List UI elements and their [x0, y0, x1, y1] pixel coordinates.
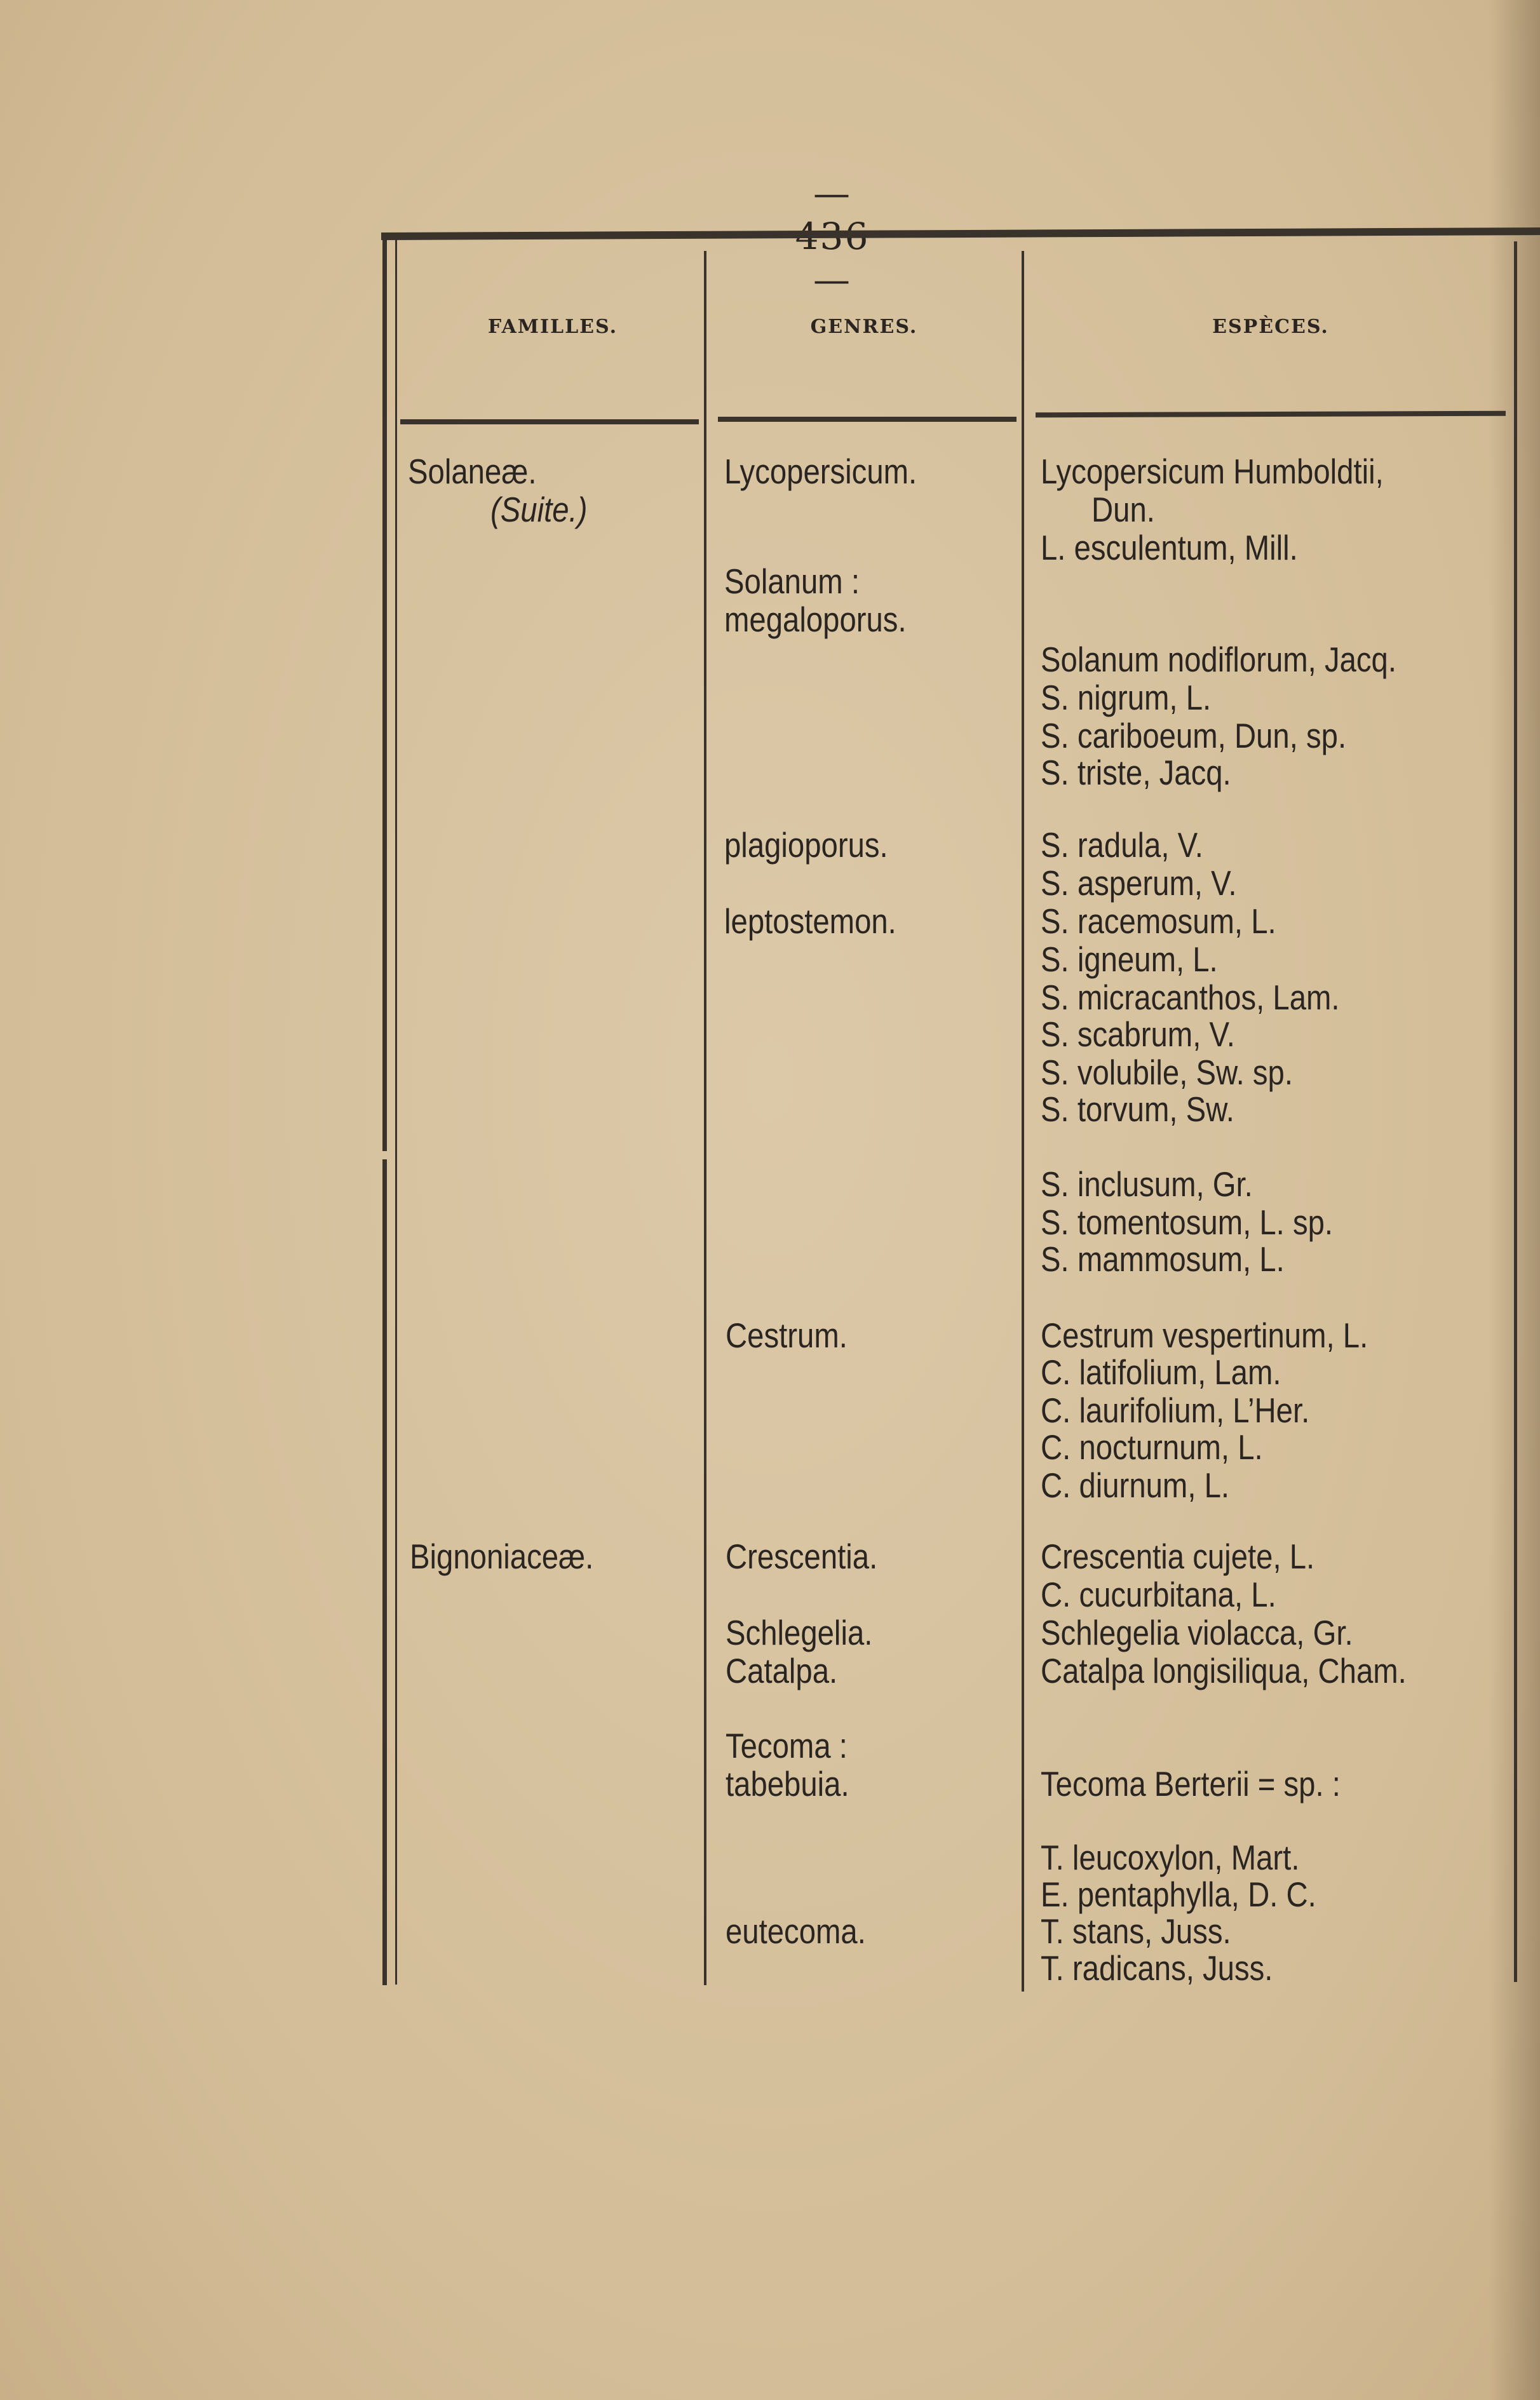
espece-item: S. micracanthos, Lam. [1041, 978, 1340, 1017]
famille-solaneae-note: (Suite.) [490, 490, 588, 529]
genre-item: Cestrum. [726, 1316, 848, 1355]
header-familles: FAMILLES. [487, 316, 618, 338]
espece-item: L. esculentum, Mill. [1041, 528, 1298, 567]
espece-item: S. igneum, L. [1041, 940, 1218, 979]
espece-item: Lycopersicum Humboldtii, [1041, 452, 1384, 491]
left-border-line-lower [382, 1159, 387, 1985]
column-divider-1 [704, 251, 706, 1985]
espece-item: Dun. [1091, 490, 1155, 529]
espece-item: S. racemosum, L. [1041, 901, 1276, 941]
genre-item: Catalpa. [726, 1651, 838, 1690]
genre-item: Crescentia. [726, 1537, 878, 1576]
genre-item: Lycopersicum. [724, 452, 917, 491]
espece-item: Crescentia cujete, L. [1041, 1537, 1315, 1576]
espece-item: T. stans, Juss. [1041, 1911, 1231, 1951]
espece-item: Schlegelia violacca, Gr. [1041, 1613, 1353, 1652]
espece-item: S. nigrum, L. [1041, 678, 1212, 717]
espece-item: Solanum nodiflorum, Jacq. [1041, 640, 1397, 679]
espece-item: S. tomentosum, L. sp. [1041, 1203, 1334, 1242]
espece-item: S. volubile, Sw. sp. [1041, 1053, 1293, 1092]
header-rule-especes [1036, 411, 1506, 418]
espece-item: E. pentaphylla, D. C. [1041, 1875, 1316, 1914]
genre-item: Tecoma : [726, 1726, 848, 1765]
espece-item: C. latifolium, Lam. [1041, 1352, 1281, 1392]
genre-item: plagioporus. [724, 825, 888, 865]
espece-item: S. torvum, Sw. [1041, 1089, 1234, 1129]
espece-item: S. mammosum, L. [1041, 1239, 1285, 1279]
column-divider-2 [1022, 251, 1024, 1992]
espece-item: S. asperum, V. [1041, 863, 1237, 903]
genre-item: leptostemon. [724, 901, 896, 941]
header-rule-genres [718, 417, 1017, 422]
left-border-line [382, 236, 387, 1151]
left-border-thin [395, 236, 397, 1985]
espece-item: Catalpa longisiliqua, Cham. [1041, 1651, 1407, 1690]
header-genres: GENRES. [810, 316, 918, 338]
header-especes: ESPÈCES. [1212, 316, 1329, 338]
espece-item: S. cariboeum, Dun, sp. [1041, 716, 1347, 755]
espece-item: C. nocturnum, L. [1041, 1427, 1263, 1467]
espece-item: C. cucurbitana, L. [1041, 1575, 1276, 1614]
espece-item: S. inclusum, Gr. [1041, 1164, 1253, 1204]
espece-item: Cestrum vespertinum, L. [1041, 1316, 1368, 1355]
right-border-line [1514, 241, 1517, 1982]
famille-solaneae: Solaneæ. [408, 452, 537, 491]
header-rule-familles [400, 419, 699, 424]
espece-item: S. scabrum, V. [1041, 1015, 1235, 1054]
espece-item: C. laurifolium, L’Her. [1041, 1391, 1310, 1430]
espece-item: T. leucoxylon, Mart. [1041, 1838, 1300, 1877]
genre-item: megaloporus. [724, 600, 907, 639]
famille-bignoniaceae: Bignoniaceæ. [410, 1537, 594, 1576]
genre-item: tabebuia. [726, 1764, 849, 1803]
page-number: — — [813, 172, 851, 301]
genre-item: eutecoma. [726, 1911, 866, 1951]
espece-item: T. radicans, Juss. [1041, 1948, 1273, 1988]
espece-item: Tecoma Berterii = sp. : [1041, 1764, 1341, 1803]
genre-item: Solanum : [724, 562, 860, 601]
espece-item: C. diurnum, L. [1041, 1466, 1230, 1505]
espece-item: S. triste, Jacq. [1041, 753, 1231, 792]
espece-item: S. radula, V. [1041, 825, 1203, 865]
genre-item: Schlegelia. [726, 1613, 873, 1652]
table-top-rule [381, 227, 1540, 240]
